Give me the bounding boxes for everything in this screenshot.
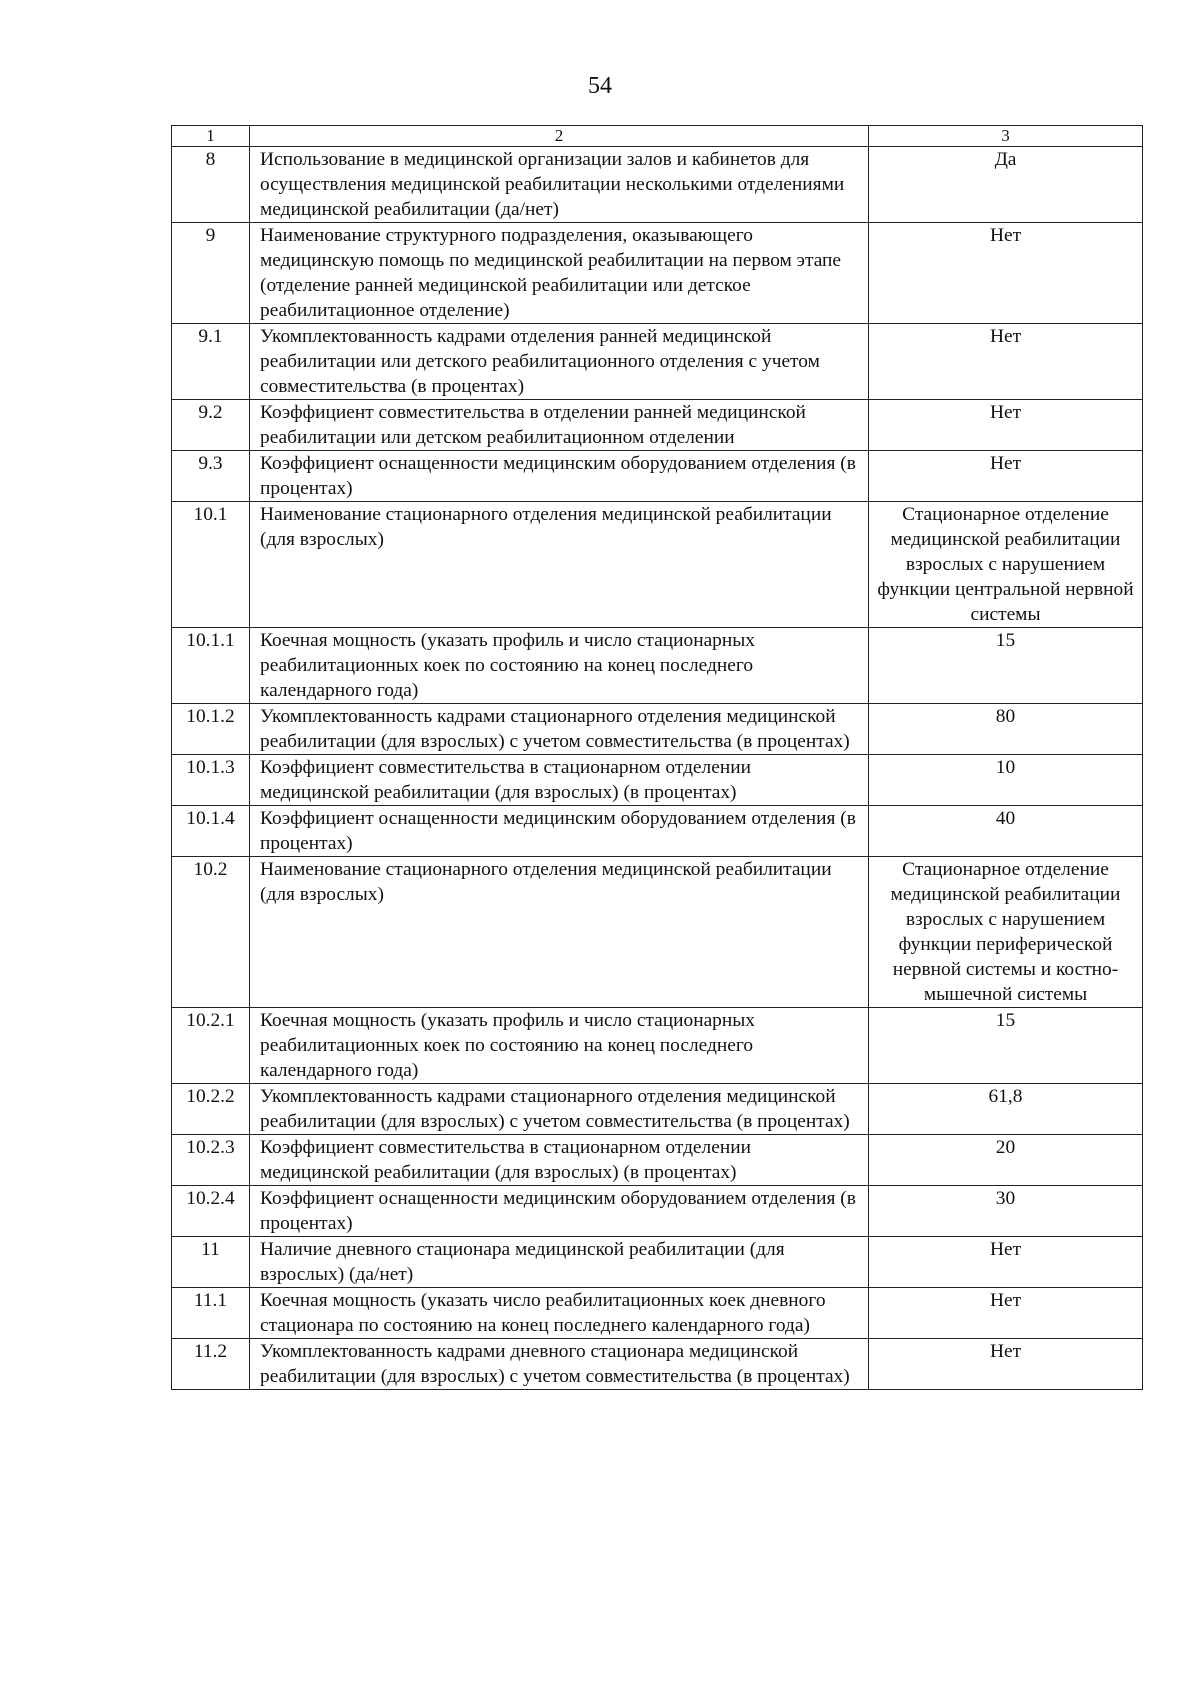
- table-row: [172, 857, 1143, 1008]
- table-row: [172, 1339, 1143, 1390]
- table-row: [172, 704, 1143, 755]
- row-description-cell: Укомплектованность кадрами стационарного отделения медицинской реабилитации (для взрослых) с учетом совместительства (в процентах): [250, 1084, 869, 1135]
- row-number-cell: 11.1: [172, 1288, 250, 1339]
- row-value-cell: 30: [869, 1186, 1143, 1237]
- column-header-3: 3: [869, 126, 1143, 147]
- row-number-cell: 9: [172, 223, 250, 324]
- table-row: [172, 1135, 1143, 1186]
- table-body: [172, 126, 1143, 1390]
- row-value-cell: Нет: [869, 324, 1143, 400]
- row-description-cell: Коечная мощность (указать число реабилитационных коек дневного стационара по состоянию на конец последнего календарного года): [250, 1288, 869, 1339]
- table-header-row: [172, 126, 1143, 147]
- column-header-1: 1: [172, 126, 250, 147]
- row-value-cell: Нет: [869, 400, 1143, 451]
- row-number-cell: 11: [172, 1237, 250, 1288]
- row-description-cell: Коечная мощность (указать профиль и число стационарных реабилитационных коек по состоянию на конец последнего календарного года): [250, 628, 869, 704]
- row-number-cell: 8: [172, 147, 250, 223]
- table-row: [172, 1186, 1143, 1237]
- row-value-cell: Стационарное отделение медицинской реабилитации взрослых с нарушением функции центральной нервной системы: [869, 502, 1143, 628]
- row-number-cell: 10.2.2: [172, 1084, 250, 1135]
- row-description-cell: Укомплектованность кадрами стационарного отделения медицинской реабилитации (для взрослых) с учетом совместительства (в процентах): [250, 704, 869, 755]
- row-description-cell: Укомплектованность кадрами отделения ранней медицинской реабилитации или детского реабилитационного отделения с учетом совместительства (в процентах): [250, 324, 869, 400]
- table-row: [172, 147, 1143, 223]
- row-description-cell: Коечная мощность (указать профиль и число стационарных реабилитационных коек по состоянию на конец последнего календарного года): [250, 1008, 869, 1084]
- page-number: 54: [588, 73, 612, 99]
- row-number-cell: 9.3: [172, 451, 250, 502]
- row-description-cell: Наименование стационарного отделения медицинской реабилитации (для взрослых): [250, 502, 869, 628]
- row-description-cell: Коэффициент совместительства в стационарном отделении медицинской реабилитации (для взрослых) (в процентах): [250, 1135, 869, 1186]
- row-description-cell: Наименование стационарного отделения медицинской реабилитации (для взрослых): [250, 857, 869, 1008]
- row-number-cell: 10.1: [172, 502, 250, 628]
- row-description-cell: Использование в медицинской организации залов и кабинетов для осуществления медицинской реабилитации несколькими отделениями медицинской реабилитации (да/нет): [250, 147, 869, 223]
- row-value-cell: Нет: [869, 1288, 1143, 1339]
- table-row: [172, 451, 1143, 502]
- row-number-cell: 10.1.2: [172, 704, 250, 755]
- table-row: [172, 223, 1143, 324]
- table-row: [172, 1288, 1143, 1339]
- row-description-cell: Коэффициент оснащенности медицинским оборудованием отделения (в процентах): [250, 451, 869, 502]
- row-number-cell: 10.2.1: [172, 1008, 250, 1084]
- row-value-cell: Нет: [869, 223, 1143, 324]
- row-value-cell: 61,8: [869, 1084, 1143, 1135]
- row-value-cell: Нет: [869, 1237, 1143, 1288]
- row-description-cell: Коэффициент совместительства в отделении ранней медицинской реабилитации или детском реабилитационном отделении: [250, 400, 869, 451]
- row-value-cell: Стационарное отделение медицинской реабилитации взрослых с нарушением функции периферической нервной системы и костно-мышечной системы: [869, 857, 1143, 1008]
- row-value-cell: Да: [869, 147, 1143, 223]
- row-value-cell: 20: [869, 1135, 1143, 1186]
- column-header-2: 2: [250, 126, 869, 147]
- row-value-cell: Нет: [869, 1339, 1143, 1390]
- row-number-cell: 10.1.4: [172, 806, 250, 857]
- row-number-cell: 10.2.4: [172, 1186, 250, 1237]
- row-description-cell: Наименование структурного подразделения, оказывающего медицинскую помощь по медицинской реабилитации на первом этапе (отделение ранней медицинской реабилитации или детское реабилитационное отделение): [250, 223, 869, 324]
- table-row: [172, 1237, 1143, 1288]
- table-row: [172, 1084, 1143, 1135]
- row-number-cell: 9.1: [172, 324, 250, 400]
- row-number-cell: 11.2: [172, 1339, 250, 1390]
- table-row: [172, 755, 1143, 806]
- row-value-cell: 15: [869, 628, 1143, 704]
- row-value-cell: 15: [869, 1008, 1143, 1084]
- row-value-cell: 80: [869, 704, 1143, 755]
- row-number-cell: 10.1.3: [172, 755, 250, 806]
- row-description-cell: Укомплектованность кадрами дневного стационара медицинской реабилитации (для взрослых) с учетом совместительства (в процентах): [250, 1339, 869, 1390]
- row-description-cell: Коэффициент оснащенности медицинским оборудованием отделения (в процентах): [250, 1186, 869, 1237]
- row-number-cell: 10.2: [172, 857, 250, 1008]
- row-description-cell: Наличие дневного стационара медицинской реабилитации (для взрослых) (да/нет): [250, 1237, 869, 1288]
- table-row: [172, 502, 1143, 628]
- table-row: [172, 1008, 1143, 1084]
- row-number-cell: 9.2: [172, 400, 250, 451]
- row-description-cell: Коэффициент совместительства в стационарном отделении медицинской реабилитации (для взрослых) (в процентах): [250, 755, 869, 806]
- row-number-cell: 10.2.3: [172, 1135, 250, 1186]
- row-description-cell: Коэффициент оснащенности медицинским оборудованием отделения (в процентах): [250, 806, 869, 857]
- table-row: [172, 400, 1143, 451]
- row-number-cell: 10.1.1: [172, 628, 250, 704]
- table-row: [172, 628, 1143, 704]
- row-value-cell: 40: [869, 806, 1143, 857]
- row-value-cell: Нет: [869, 451, 1143, 502]
- table-row: [172, 806, 1143, 857]
- row-value-cell: 10: [869, 755, 1143, 806]
- indicators-table: [171, 125, 1143, 1390]
- table-row: [172, 324, 1143, 400]
